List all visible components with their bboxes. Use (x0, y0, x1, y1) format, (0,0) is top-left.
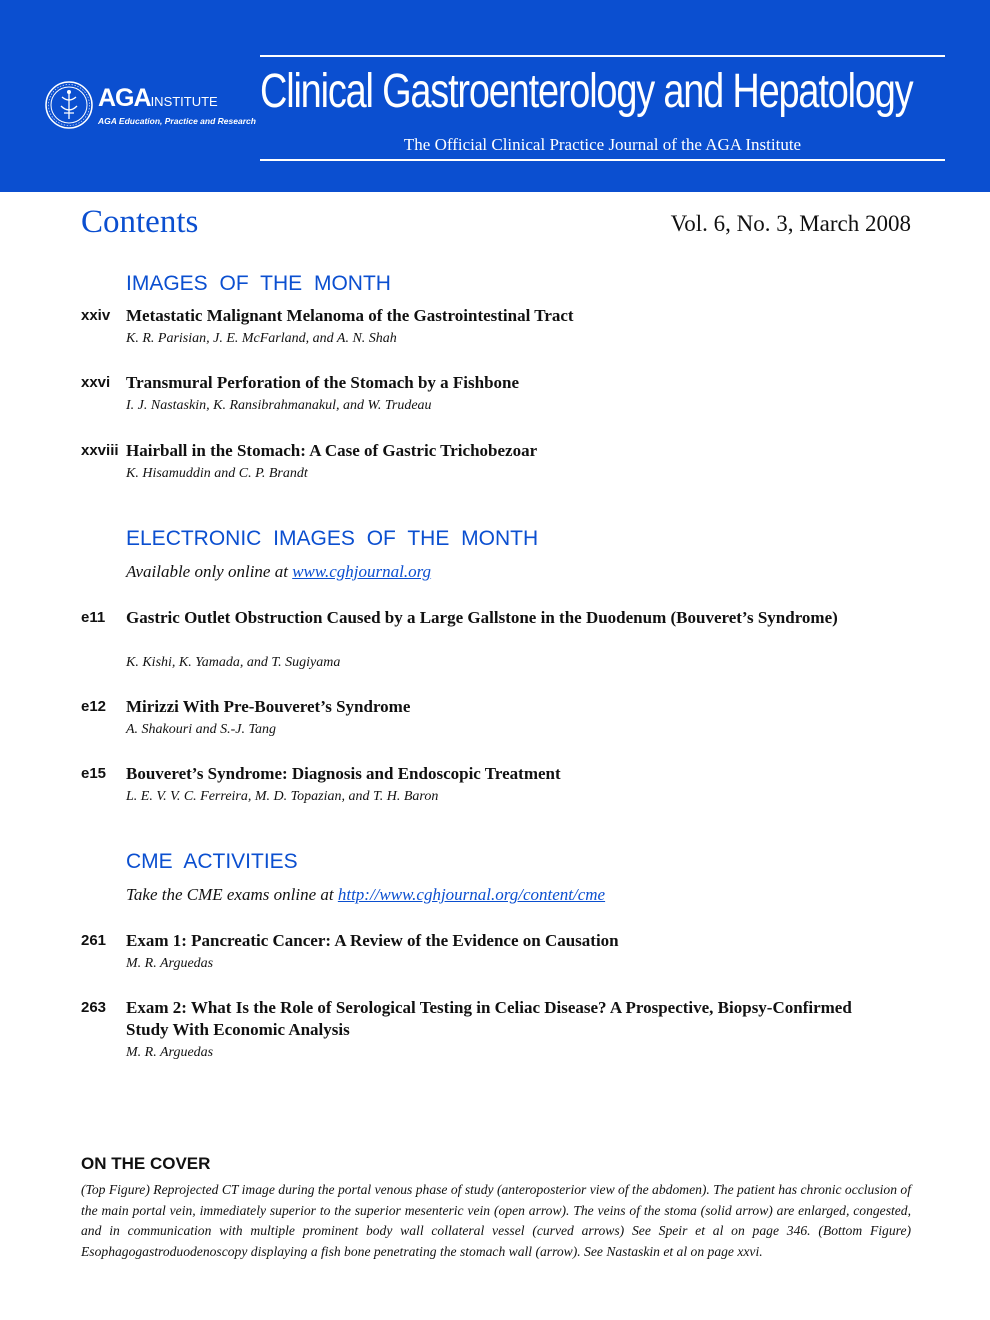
header-rule-bottom (260, 159, 945, 161)
entry-title-link[interactable]: Exam 1: Pancreatic Cancer: A Review of the Evidence on Causation (126, 931, 619, 950)
aga-institute-logo[interactable] (44, 80, 256, 132)
entry-authors: I. J. Nastaskin, K. Ransibrahmanakul, and W. Trudeau (126, 398, 432, 413)
entry-page-number: xxviii (81, 442, 119, 459)
entry-title-link[interactable]: Gastric Outlet Obstruction Caused by a Large Gallstone in the Duodenum (Bouveret’s Syndrome) (126, 608, 838, 627)
contents-title: Contents (81, 204, 199, 240)
journal-tagline: The Official Clinical Practice Journal of the AGA Institute (403, 135, 802, 154)
entry-title-link[interactable]: Bouveret’s Syndrome: Diagnosis and Endoscopic Treatment (126, 764, 561, 783)
section-heading-cme-activities: CME ACTIVITIES (126, 850, 298, 873)
journal-website-link[interactable]: www.cghjournal.org (292, 562, 432, 581)
entry-page-number: xxvi (81, 374, 111, 391)
journal-header-banner (0, 0, 990, 192)
entry-title-link[interactable]: Transmural Perforation of the Stomach by a Fishbone (126, 373, 520, 392)
entry-page-number: e15 (81, 765, 107, 782)
section-heading-electronic-images: ELECTRONIC IMAGES OF THE MONTH (126, 527, 539, 550)
entry-authors: K. Kishi, K. Yamada, and T. Sugiyama (126, 655, 341, 670)
entry-authors: A. Shakouri and S.-J. Tang (126, 722, 276, 737)
entry-page-number: xxiv (81, 307, 111, 324)
entry-authors: M. R. Arguedas (126, 956, 214, 971)
entry-authors: M. R. Arguedas (126, 1045, 214, 1060)
logo-subtitle: AGA Education, Practice and Research (98, 116, 256, 126)
entry-title-link[interactable]: Exam 2: What Is the Role of Serological Testing in Celiac Disease? A Prospective, Biopsy-Confirmed Study With Economic Analysis (126, 998, 852, 1039)
header-rule-top (260, 55, 945, 57)
journal-title: Clinical Gastroenterology and Hepatology (260, 65, 913, 118)
entry-authors: K. R. Parisian, J. E. McFarland, and A. N. Shah (126, 331, 397, 346)
entry-authors: L. E. V. V. C. Ferreira, M. D. Topazian, and T. H. Baron (126, 789, 439, 804)
on-the-cover-heading: ON THE COVER (81, 1154, 211, 1173)
entry-page-number: e11 (81, 609, 106, 626)
section-heading-images-of-the-month: IMAGES OF THE MONTH (126, 272, 391, 295)
logo-wordmark: AGAINSTITUTE (98, 84, 218, 112)
issue-info: Vol. 6, No. 3, March 2008 (670, 211, 911, 236)
on-the-cover-text: (Top Figure) Reprojected CT image during the portal venous phase of study (anteroposterior view of the abdomen). The patient has chronic occlusion of the main portal vein, immediately superior to the superior mesenteric vein (open arrow). The veins of the stoma (solid arrow) are enlarged, congested, and in communication with multiple prominent body wall collateral vessel (curved arrows) See Speir et al on page 346. (Bottom Figure) Esophagogastroduodenoscopy displaying a fish bone penetrating the stomach wall (arrow). See Nastaskin et al on page xxvi. (81, 1182, 911, 1259)
entry-title-link[interactable]: Mirizzi With Pre-Bouveret’s Syndrome (126, 697, 411, 716)
aga-seal-icon (44, 80, 94, 130)
entry-page-number: 261 (81, 932, 107, 949)
entry-page-number: 263 (81, 999, 107, 1016)
note-text: Take the CME exams online at (126, 885, 338, 904)
entry-page-number: e12 (81, 698, 107, 715)
cme-exam-note (126, 884, 605, 906)
cme-exam-link[interactable]: http://www.cghjournal.org/content/cme (337, 885, 606, 904)
entry-authors: K. Hisamuddin and C. P. Brandt (126, 466, 308, 481)
entry-title-link[interactable]: Hairball in the Stomach: A Case of Gastric Trichobezoar (126, 441, 538, 460)
note-text: Available only online at (126, 562, 293, 581)
online-availability-note (126, 561, 431, 583)
entry-title-link[interactable]: Metastatic Malignant Melanoma of the Gastrointestinal Tract (126, 306, 574, 325)
